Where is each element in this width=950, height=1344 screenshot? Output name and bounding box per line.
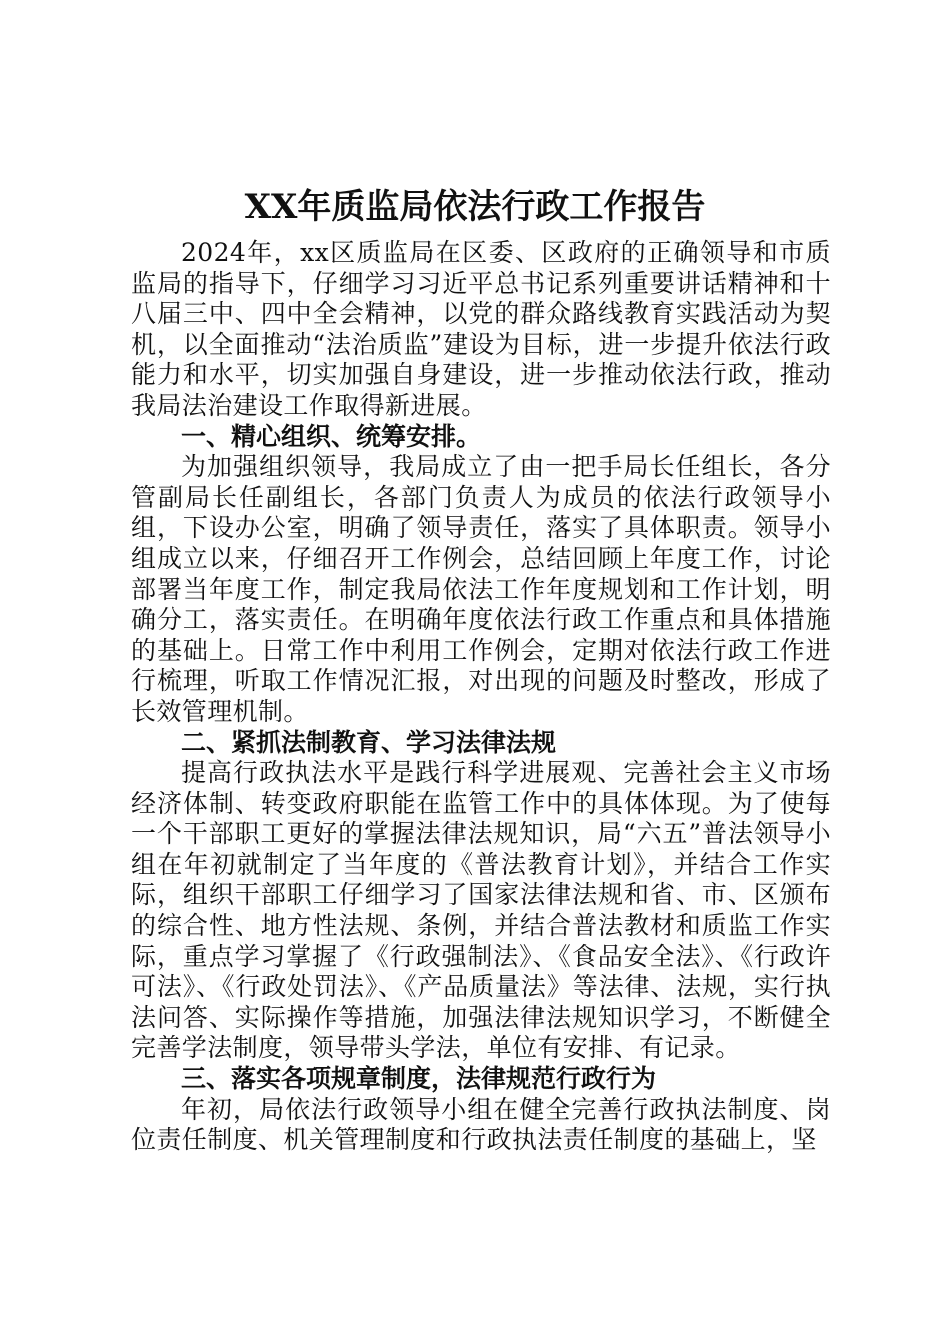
section-heading-2: 二、紧抓法制教育、学习法律法规 [181, 727, 557, 757]
section-heading-1: 一、精心组织、统筹安排。 [181, 421, 482, 451]
document-body [131, 238, 831, 1156]
section-paragraph-2: 提高行政执法水平是践行科学进展观、完善社会主义市场经济体制、转变政府职能在监管工作中的具体体现。为了使每一个干部职工更好的掌握法律法规知识，局“六五”普法领导小组在年初就制定了当年度的《普法教育计划》，并结合工作实际，组织干部职工仔细学习了国家法律法规和省、市、区颁布的综合性、地方性法规、条例，并结合普法教材和质监工作实际，重点学习掌握了《行政强制法》、《食品安全法》、《行政许可法》、《行政处罚法》、《产品质量法》等法律、法规，实行执法问答、实际操作等措施，加强法律法规知识学习，不断健全完善学法制度，领导带头学法，单位有安排、有记录。 [131, 758, 831, 1063]
intro-paragraph: 2024年，xx区质监局在区委、区政府的正确领导和市质监局的指导下，仔细学习习近平总书记系列重要讲话精神和十八届三中、四中全会精神，以党的群众路线教育实践活动为契机，以全面推动“法治质监”建设为目标，进一步提升依法行政能力和水平，切实加强自身建设，进一步推动依法行政，推动我局法治建设工作取得新进展。 [131, 238, 831, 420]
document-title: XX年质监局依法行政工作报告 [244, 187, 706, 227]
section-heading-3: 三、落实各项规章制度，法律规范行政行为 [181, 1064, 657, 1094]
section-paragraph-1: 为加强组织领导，我局成立了由一把手局长任组长，各分管副局长任副组长，各部门负责人为成员的依法行政领导小组，下设办公室，明确了领导责任，落实了具体职责。领导小组成立以来，仔细召开工作例会，总结回顾上年度工作，讨论部署当年度工作，制定我局依法工作年度规划和工作计划，明确分工，落实责任。在明确年度依法行政工作重点和具体措施的基础上。日常工作中利用工作例会，定期对依法行政工作进行梳理，听取工作情况汇报，对出现的问题及时整改，形成了长效管理机制。 [131, 452, 831, 726]
section-paragraph-3: 年初，局依法行政领导小组在健全完善行政执法制度、岗位责任制度、机关管理制度和行政执法责任制度的基础上，坚 [131, 1094, 831, 1155]
